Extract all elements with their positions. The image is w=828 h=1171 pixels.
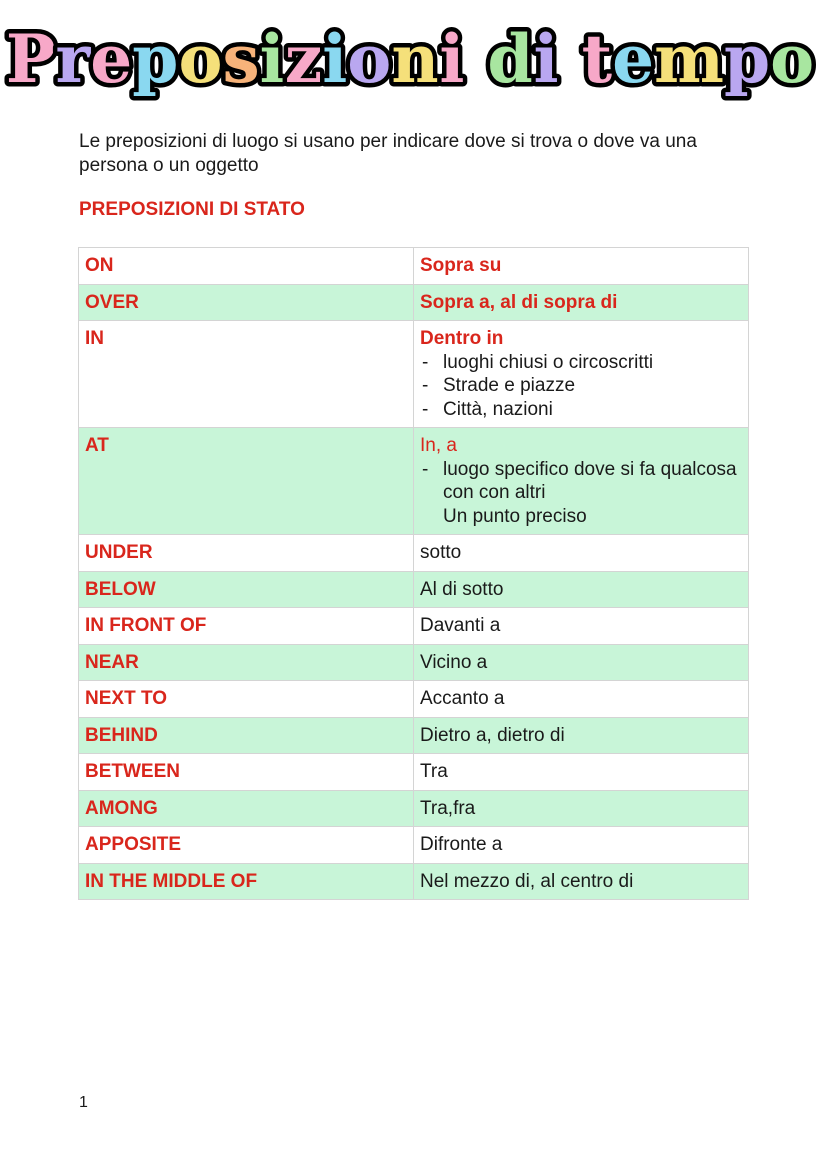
title-letter: o: [770, 20, 815, 98]
title-letter: p: [132, 20, 179, 98]
table-row: [79, 827, 749, 864]
title-letter: p: [723, 20, 771, 98]
table-row: [79, 863, 749, 900]
title-letter: [464, 20, 487, 98]
preposition-it: Davanti a: [414, 608, 749, 645]
preposition-en: NEXT TO: [79, 681, 414, 718]
preposition-en: BELOW: [79, 571, 414, 608]
title-letter: e: [90, 20, 133, 98]
table-row: [79, 535, 749, 572]
title-letter: o: [178, 20, 223, 98]
preposition-it: Dietro a, dietro di: [414, 717, 749, 754]
table-row: [79, 321, 749, 428]
table-row: [79, 644, 749, 681]
section-heading: PREPOSIZIONI DI STATO: [79, 199, 305, 220]
preposition-it: In, a: [420, 435, 457, 456]
preposition-en: BETWEEN: [79, 754, 414, 791]
table-row: [79, 717, 749, 754]
title-letter: i: [439, 20, 465, 98]
title-letter: t: [581, 20, 613, 98]
preposition-en: ON: [79, 248, 414, 285]
intro-paragraph: Le preposizioni di luogo si usano per indicare dove si trova o dove va una persona o un oggetto: [79, 131, 697, 176]
preposition-en: IN FRONT OF: [79, 608, 414, 645]
list-item: - luoghi chiusi o circoscritti: [420, 351, 742, 375]
usage-list: [420, 351, 742, 422]
table-row: [79, 754, 749, 791]
title-letter: i: [322, 20, 348, 98]
prepositions-table: [78, 247, 749, 900]
list-item: Un punto preciso: [443, 505, 587, 527]
table-row: [79, 608, 749, 645]
title-text: [6, 20, 814, 98]
preposition-it: Dentro in: [420, 328, 504, 349]
title-letter: P: [5, 20, 56, 98]
preposition-en: AT: [79, 428, 414, 535]
table-row: [79, 248, 749, 285]
preposition-it: sotto: [414, 535, 749, 572]
title-letter: o: [347, 20, 392, 98]
title-letter: i: [259, 20, 285, 98]
page-title: [5, 0, 815, 120]
table-row: [79, 428, 749, 535]
title-letter: r: [55, 20, 91, 98]
preposition-en: IN THE MIDDLE OF: [79, 863, 414, 900]
title-letter: e: [612, 20, 655, 98]
preposition-it: Difronte a: [414, 827, 749, 864]
preposition-en: UNDER: [79, 535, 414, 572]
preposition-en: OVER: [79, 284, 414, 321]
preposition-it: Vicino a: [414, 644, 749, 681]
preposition-en: IN: [79, 321, 414, 428]
preposition-it: Nel mezzo di, al centro di: [414, 863, 749, 900]
preposition-en: AMONG: [79, 790, 414, 827]
page-number: 1: [79, 1094, 88, 1111]
list-item: - luogo specifico dove si fa qualcosa con con altri: [420, 458, 742, 505]
preposition-en: BEHIND: [79, 717, 414, 754]
decorative-title: [5, 0, 815, 120]
table-row: [79, 681, 749, 718]
preposition-en: APPOSITE: [79, 827, 414, 864]
title-letter: [559, 20, 582, 98]
table-row: [79, 284, 749, 321]
preposition-it: Al di sotto: [414, 571, 749, 608]
title-letter: s: [222, 20, 260, 98]
title-letter: m: [654, 20, 724, 98]
title-letter: i: [533, 20, 559, 98]
preposition-it: Sopra a, al di sopra di: [420, 291, 618, 313]
preposition-en: NEAR: [79, 644, 414, 681]
preposition-it: Sopra su: [420, 255, 502, 276]
list-item: - Città, nazioni: [420, 398, 742, 422]
preposition-it: Tra,fra: [414, 790, 749, 827]
title-letter: n: [391, 20, 440, 98]
title-letter: z: [284, 20, 323, 98]
list-item: - Strade e piazze: [420, 374, 742, 398]
preposition-it: Tra: [414, 754, 749, 791]
table-row: [79, 571, 749, 608]
preposition-it: Accanto a: [414, 681, 749, 718]
usage-list: [420, 458, 742, 529]
table-row: [79, 790, 749, 827]
title-letter: d: [487, 20, 534, 98]
